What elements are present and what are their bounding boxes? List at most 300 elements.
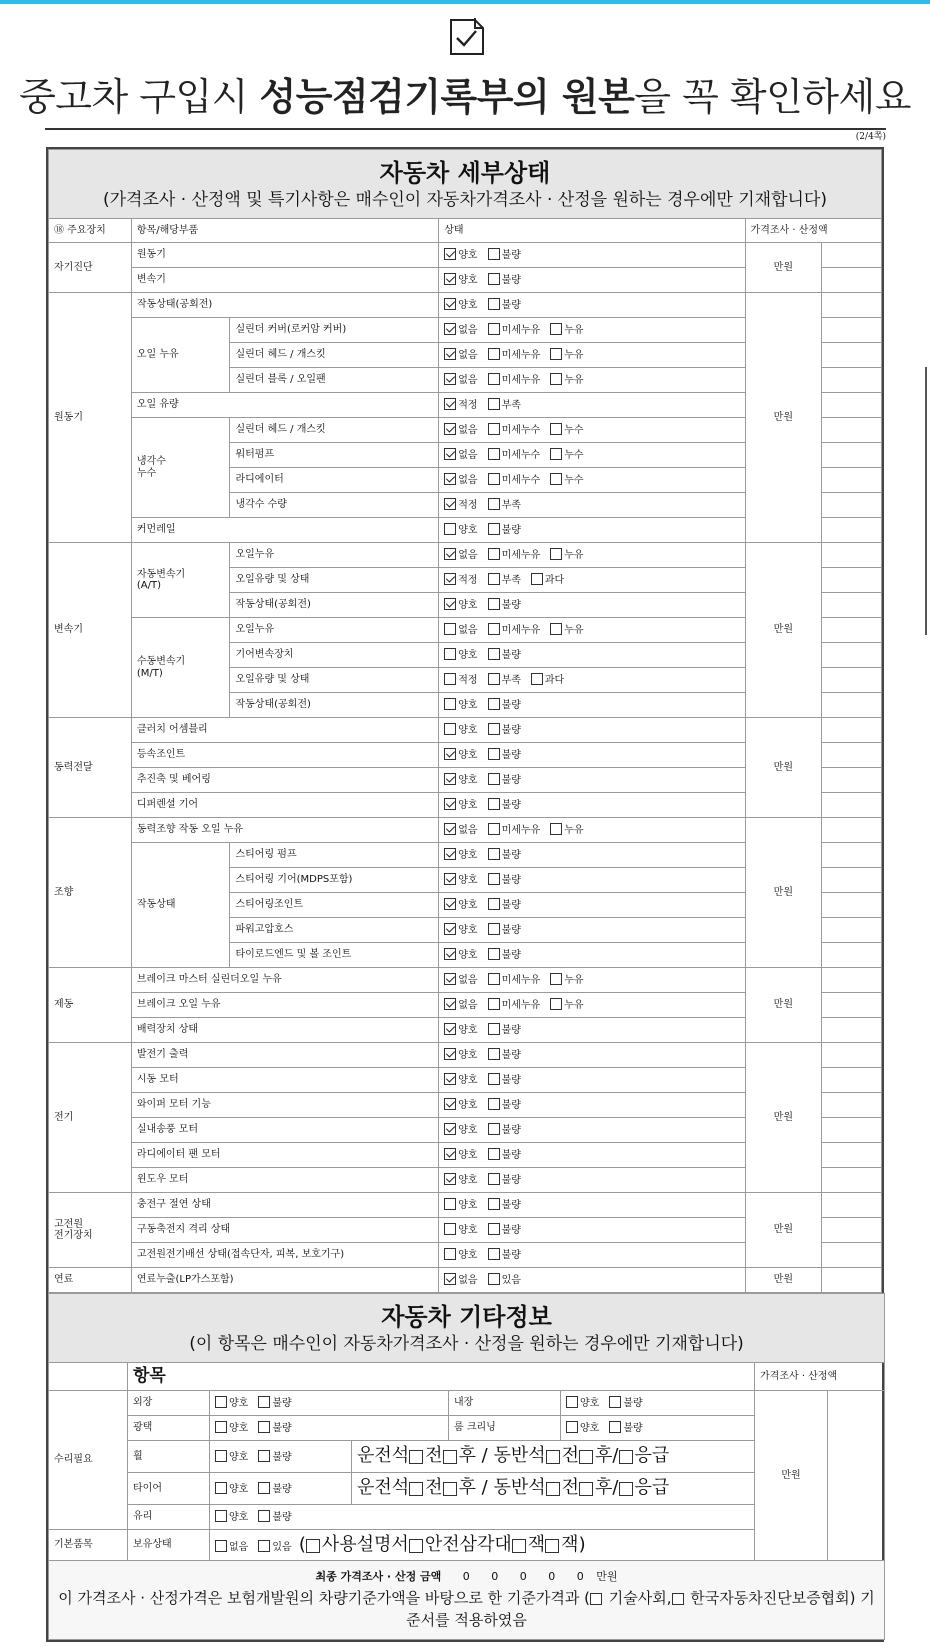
subgroup-auto-transmission: 자동변속기 (A/T): [131, 543, 230, 618]
status-cell: 없음 미세누유 누유: [439, 993, 745, 1018]
checkbox[interactable]: [444, 648, 456, 660]
subgroup-steering-operation: 작동상태: [131, 843, 230, 968]
checkbox[interactable]: [488, 673, 500, 685]
checkbox[interactable]: [488, 623, 500, 635]
checkbox[interactable]: [550, 423, 562, 435]
status-cell: 없음 미세누수 누수: [439, 418, 745, 443]
price-cell[interactable]: [822, 743, 882, 768]
checkbox[interactable]: [488, 1023, 500, 1035]
checkbox[interactable]: [550, 548, 562, 560]
side-margin-line: [925, 367, 927, 635]
other-column-header: [49, 1363, 885, 1391]
checkbox[interactable]: [306, 1539, 320, 1553]
item-label: 충전구 절연 상태: [131, 1193, 438, 1218]
checkbox[interactable]: [488, 423, 500, 435]
item-label: 타이어: [128, 1473, 210, 1505]
detail-title: 자동차 세부상태: [379, 159, 551, 187]
checkbox[interactable]: [215, 1510, 227, 1522]
checkbox[interactable]: [550, 373, 562, 385]
item-label: 구동축전지 격리 상태: [131, 1218, 438, 1243]
price-cell[interactable]: [822, 518, 882, 543]
checkbox-checked[interactable]: [444, 1048, 456, 1060]
checkbox-checked[interactable]: [444, 1173, 456, 1185]
group-power-transfer: 동력전달: [49, 718, 132, 818]
price-cell[interactable]: [822, 543, 882, 568]
item-label: 실내송풍 모터: [131, 1118, 438, 1143]
status-cell: 적정 부족 과다: [439, 668, 745, 693]
checkbox-checked[interactable]: [444, 598, 456, 610]
item-label: 실린더 헤드 / 개스킷: [230, 343, 439, 368]
checkbox[interactable]: [550, 623, 562, 635]
checkbox[interactable]: [488, 748, 500, 760]
checkbox[interactable]: [672, 1593, 684, 1605]
top-accent-bar: [0, 0, 930, 4]
price-cell[interactable]: [822, 1143, 882, 1168]
checkbox[interactable]: [488, 1273, 500, 1285]
checkbox-checked[interactable]: [444, 998, 456, 1010]
price-cell[interactable]: [822, 443, 882, 468]
checkbox[interactable]: [488, 548, 500, 560]
price-cell[interactable]: [822, 868, 882, 893]
item-label: 작동상태(공회전): [131, 293, 438, 318]
status-cell: 양호 불량: [210, 1473, 352, 1505]
checkbox[interactable]: [258, 1482, 270, 1494]
status-cell: 없음 미세누유 누유: [439, 968, 745, 993]
price-unit: 만원: [745, 543, 822, 718]
group-engine: 원동기: [49, 293, 132, 543]
price-cell[interactable]: [822, 768, 882, 793]
checkbox[interactable]: [488, 1198, 500, 1210]
item-label: 라디에이터: [230, 468, 439, 493]
status-cell: 양호 불량: [439, 943, 745, 968]
checkbox[interactable]: [215, 1540, 227, 1552]
checkbox[interactable]: [409, 1450, 423, 1464]
price-unit: 만원: [745, 968, 822, 1043]
checkbox[interactable]: [550, 323, 562, 335]
status-cell: 양호 불량: [439, 693, 745, 718]
checkbox[interactable]: [619, 1450, 633, 1464]
status-cell: 양호 불량: [439, 768, 745, 793]
price-unit: 만원: [745, 1193, 822, 1268]
price-unit: 만원: [745, 1043, 822, 1193]
checkbox[interactable]: [488, 973, 500, 985]
checkbox[interactable]: [488, 1098, 500, 1110]
checkbox[interactable]: [488, 473, 500, 485]
checkbox-checked[interactable]: [444, 498, 456, 510]
checkbox-checked[interactable]: [444, 423, 456, 435]
checkbox[interactable]: [579, 1450, 593, 1464]
headline-rule: [45, 128, 886, 130]
checkbox[interactable]: [258, 1510, 270, 1522]
price-cell[interactable]: [822, 393, 882, 418]
checkbox[interactable]: [215, 1421, 227, 1433]
checkbox-checked[interactable]: [444, 548, 456, 560]
group-high-voltage: 고전원 전기장치: [49, 1193, 132, 1268]
checkbox-checked[interactable]: [444, 298, 456, 310]
price-cell[interactable]: [822, 268, 882, 293]
checkbox-checked[interactable]: [444, 1148, 456, 1160]
status-cell: 양호 불량: [439, 1143, 745, 1168]
checkbox[interactable]: [619, 1482, 633, 1496]
price-cell[interactable]: [822, 293, 882, 318]
price-cell[interactable]: [822, 793, 882, 818]
price-unit: 만원: [745, 243, 822, 293]
checkbox[interactable]: [488, 798, 500, 810]
status-cell: 양호 불량: [210, 1391, 449, 1416]
item-header: 항목: [128, 1363, 755, 1391]
status-cell: 양호 불량: [439, 1118, 745, 1143]
item-label: 커먼레일: [131, 518, 438, 543]
item-label: 발전기 출력: [131, 1043, 438, 1068]
status-cell: 양호 불량: [561, 1416, 755, 1441]
price-cell[interactable]: [822, 368, 882, 393]
price-cell[interactable]: [822, 643, 882, 668]
checkbox[interactable]: [488, 998, 500, 1010]
status-cell: 양호 불량: [439, 1068, 745, 1093]
final-amount-line: [53, 1567, 880, 1587]
checkbox-checked[interactable]: [444, 1098, 456, 1110]
price-cell[interactable]: [822, 993, 882, 1018]
status-cell: 양호 불량: [439, 1193, 745, 1218]
price-cell[interactable]: [822, 968, 882, 993]
checkbox[interactable]: [488, 448, 500, 460]
checkbox[interactable]: [488, 773, 500, 785]
checkbox[interactable]: [488, 923, 500, 935]
item-label: 실린더 블록 / 오일팬: [230, 368, 439, 393]
status-cell: 적정 부족: [439, 393, 745, 418]
other-title: 자동차 기타정보: [381, 1303, 552, 1331]
checkbox-checked[interactable]: [444, 348, 456, 360]
checkbox[interactable]: [409, 1482, 423, 1496]
item-label: 윈도우 모터: [131, 1168, 438, 1193]
group-transmission: 변속기: [49, 543, 132, 718]
checkbox[interactable]: [550, 823, 562, 835]
other-section-header: [49, 1294, 885, 1363]
checkbox[interactable]: [488, 498, 500, 510]
checkbox[interactable]: [545, 1539, 559, 1553]
checkbox[interactable]: [258, 1540, 270, 1552]
group-repair-needed: 수리필요: [49, 1391, 128, 1530]
page-number: (2/4쪽): [855, 132, 886, 142]
checkbox[interactable]: [488, 823, 500, 835]
checkbox-checked[interactable]: [444, 573, 456, 585]
status-cell: 양호 불량: [439, 518, 745, 543]
checkbox[interactable]: [215, 1396, 227, 1408]
checkbox-checked[interactable]: [444, 798, 456, 810]
checkbox-checked[interactable]: [444, 823, 456, 835]
table-row: [49, 1043, 882, 1068]
checkbox-checked[interactable]: [444, 873, 456, 885]
checkbox[interactable]: [488, 348, 500, 360]
checkbox[interactable]: [444, 723, 456, 735]
status-cell: 양호 불량: [439, 743, 745, 768]
checkbox[interactable]: [488, 573, 500, 585]
checkbox[interactable]: [609, 1421, 621, 1433]
detail-subtitle: (가격조사 · 산정액 및 특기사항은 매수인이 자동차가격조사 · 산정을 원하는 경우에만 기재합니다): [103, 190, 827, 210]
price-cell[interactable]: [822, 1268, 882, 1293]
item-label: 기어변속장치: [230, 643, 439, 668]
other-info-table: [48, 1293, 885, 1640]
item-label: 스티어링 펌프: [230, 843, 439, 868]
checkbox[interactable]: [488, 273, 500, 285]
group-brake: 제동: [49, 968, 132, 1043]
price-unit: 만원: [755, 1391, 828, 1561]
price-cell[interactable]: [822, 418, 882, 443]
checkbox[interactable]: [444, 623, 456, 635]
price-cell[interactable]: [822, 1018, 882, 1043]
other-subtitle: (이 항목은 매수인이 자동차가격조사 · 산정을 원하는 경우에만 기재합니다): [189, 1334, 744, 1354]
status-cell: 양호 불량: [439, 643, 745, 668]
checklist-document-icon: [447, 14, 487, 58]
subgroup-oil-leak: 오일 누유: [131, 318, 230, 393]
checkbox[interactable]: [546, 1450, 560, 1464]
checkbox[interactable]: [579, 1482, 593, 1496]
status-cell: 양호 불량: [439, 268, 745, 293]
checkbox[interactable]: [443, 1450, 457, 1464]
price-cell[interactable]: [822, 818, 882, 843]
checkbox[interactable]: [566, 1421, 578, 1433]
group-electric: 전기: [49, 1043, 132, 1193]
checkbox[interactable]: [488, 723, 500, 735]
checkbox[interactable]: [488, 1123, 500, 1135]
checkbox[interactable]: [258, 1396, 270, 1408]
price-cell[interactable]: [822, 843, 882, 868]
price-cell[interactable]: [822, 1118, 882, 1143]
checkbox[interactable]: [488, 873, 500, 885]
price-cell[interactable]: [822, 243, 882, 268]
inspection-sheet: [46, 147, 884, 1642]
item-label: 외장: [128, 1391, 210, 1416]
item-label: 디퍼렌셜 기어: [131, 793, 438, 818]
checkbox[interactable]: [488, 698, 500, 710]
status-cell: 적정 부족: [439, 493, 745, 518]
item-label: 브레이크 마스터 실린더오일 누유: [131, 968, 438, 993]
price-cell[interactable]: [822, 1043, 882, 1068]
checkbox[interactable]: [609, 1396, 621, 1408]
checkbox[interactable]: [566, 1396, 578, 1408]
checkbox[interactable]: [488, 298, 500, 310]
status-cell: 양호 불량: [439, 868, 745, 893]
checkbox[interactable]: [550, 473, 562, 485]
header-item: 항목/해당부품: [131, 219, 438, 243]
checkbox-checked[interactable]: [444, 448, 456, 460]
checkbox[interactable]: [258, 1421, 270, 1433]
checkbox[interactable]: [488, 398, 500, 410]
checkbox[interactable]: [444, 673, 456, 685]
subgroup-manual-transmission: 수동변속기 (M/T): [131, 618, 230, 718]
checkbox[interactable]: [488, 1148, 500, 1160]
status-cell: 양호 불량: [439, 718, 745, 743]
checkbox-checked[interactable]: [444, 473, 456, 485]
price-unit: 만원: [745, 818, 822, 968]
price-cell[interactable]: [822, 318, 882, 343]
checkbox[interactable]: [215, 1482, 227, 1494]
price-cell[interactable]: [828, 1391, 885, 1561]
checkbox-checked[interactable]: [444, 923, 456, 935]
checkbox-checked[interactable]: [444, 273, 456, 285]
item-label: 룸 크리닝: [449, 1416, 561, 1441]
checkbox[interactable]: [488, 323, 500, 335]
status-cell: 양호 불량: [439, 1243, 745, 1268]
checkbox[interactable]: [550, 973, 562, 985]
price-cell[interactable]: [822, 568, 882, 593]
status-cell: 양호 불량: [439, 593, 745, 618]
status-cell: 양호 불량: [210, 1441, 352, 1473]
checkbox[interactable]: [488, 848, 500, 860]
checkbox-checked[interactable]: [444, 948, 456, 960]
item-label: 오일유량 및 상태: [230, 568, 439, 593]
checkbox[interactable]: [488, 1073, 500, 1085]
checkbox[interactable]: [512, 1539, 526, 1553]
item-label: 클러치 어셈블리: [131, 718, 438, 743]
item-label: 보유상태: [128, 1530, 210, 1561]
item-label: 파워고압호스: [230, 918, 439, 943]
price-cell[interactable]: [822, 693, 882, 718]
checkbox[interactable]: [444, 698, 456, 710]
price-cell[interactable]: [822, 943, 882, 968]
checkbox[interactable]: [550, 998, 562, 1010]
item-label: 등속조인트: [131, 743, 438, 768]
item-label: 고전원전기배선 상태(접속단자, 피복, 보호기구): [131, 1243, 438, 1268]
item-label: 추진축 및 베어링: [131, 768, 438, 793]
checkbox[interactable]: [488, 1173, 500, 1185]
item-label: 스티어링조인트: [230, 893, 439, 918]
checkbox[interactable]: [444, 1198, 456, 1210]
checkbox[interactable]: [215, 1450, 227, 1462]
status-cell: 양호 불량: [439, 793, 745, 818]
checkbox[interactable]: [488, 1223, 500, 1235]
checkbox-checked[interactable]: [444, 373, 456, 385]
item-label: 오일누유: [230, 618, 439, 643]
checkbox[interactable]: [531, 673, 543, 685]
price-cell[interactable]: [822, 1093, 882, 1118]
status-cell: 적정 부족 과다: [439, 568, 745, 593]
item-label: 라디에이터 팬 모터: [131, 1143, 438, 1168]
price-cell[interactable]: [822, 618, 882, 643]
checkbox[interactable]: [444, 523, 456, 535]
final-amount-digits[interactable]: 0 0 0 0 0: [462, 1570, 593, 1583]
price-cell[interactable]: [822, 718, 882, 743]
checkbox-checked[interactable]: [444, 248, 456, 260]
header-price: 가격조사 · 산정액: [745, 219, 881, 243]
price-cell[interactable]: [822, 468, 882, 493]
checkbox-checked[interactable]: [444, 848, 456, 860]
price-cell[interactable]: [822, 1218, 882, 1243]
status-cell: 양호 불량: [439, 1218, 745, 1243]
price-cell[interactable]: [822, 1068, 882, 1093]
checkbox[interactable]: [488, 948, 500, 960]
item-label: 배력장치 상태: [131, 1018, 438, 1043]
status-cell: 없음 미세누유 누유: [439, 818, 745, 843]
item-label: 유리: [128, 1505, 210, 1530]
item-label: 냉각수 수량: [230, 493, 439, 518]
checkbox-checked[interactable]: [444, 773, 456, 785]
price-cell[interactable]: [822, 1243, 882, 1268]
status-cell: 양호 불량: [439, 1043, 745, 1068]
checkbox[interactable]: [550, 448, 562, 460]
checkbox[interactable]: [488, 648, 500, 660]
price-cell[interactable]: [822, 1168, 882, 1193]
final-note: 이 가격조사 · 산정가격은 보험개발원의 차량기준가액을 바탕으로 한 기준가격과 ( 기술사회, 한국자동차진단보증협회) 기준서를 적용하였음: [58, 1589, 875, 1629]
price-cell[interactable]: [822, 343, 882, 368]
group-fuel: 연료: [49, 1268, 132, 1293]
price-cell[interactable]: [822, 893, 882, 918]
checkbox[interactable]: [488, 373, 500, 385]
status-cell: 양호 불량: [439, 918, 745, 943]
price-cell[interactable]: [822, 593, 882, 618]
checkbox[interactable]: [550, 348, 562, 360]
status-cell: 없음 있음: [439, 1268, 745, 1293]
item-label: 광택: [128, 1416, 210, 1441]
checkbox[interactable]: [444, 1223, 456, 1235]
checkbox[interactable]: [488, 248, 500, 260]
checkbox-checked[interactable]: [444, 1023, 456, 1035]
item-label: 동력조향 작동 오일 누유: [131, 818, 438, 843]
headline: 중고차 구입시 성능점검기록부의 원본을 꼭 확인하세요: [19, 75, 911, 119]
status-cell: 없음 미세누수 누수: [439, 468, 745, 493]
checkbox[interactable]: [546, 1482, 560, 1496]
item-label: 스티어링 기어(MDPS포함): [230, 868, 439, 893]
checkbox[interactable]: [488, 898, 500, 910]
checkbox-checked[interactable]: [444, 323, 456, 335]
checkbox-checked[interactable]: [444, 1273, 456, 1285]
checkbox[interactable]: [409, 1539, 423, 1553]
checkbox-checked[interactable]: [444, 398, 456, 410]
price-cell[interactable]: [822, 493, 882, 518]
checkbox-checked[interactable]: [444, 1123, 456, 1135]
header-status: 상태: [439, 219, 745, 243]
status-cell: 양호 불량: [439, 1018, 745, 1043]
basic-items-options: 없음 있음 ( 사용설명서 안전삼각대 잭 잭): [210, 1530, 755, 1561]
group-self-diagnosis: 자기진단: [49, 243, 132, 293]
status-cell: 양호 불량: [439, 1093, 745, 1118]
checkbox-checked[interactable]: [444, 748, 456, 760]
status-cell: 양호 불량: [439, 1168, 745, 1193]
item-label: 연료누출(LP가스포함): [131, 1268, 438, 1293]
table-row: [49, 543, 882, 568]
price-cell[interactable]: [822, 668, 882, 693]
detail-section-header: [49, 150, 882, 219]
price-cell[interactable]: [822, 918, 882, 943]
checkbox-checked[interactable]: [444, 973, 456, 985]
item-label: 변속기: [131, 268, 438, 293]
table-row: [49, 1268, 882, 1293]
item-label: 워터펌프: [230, 443, 439, 468]
checkbox[interactable]: [488, 1248, 500, 1260]
checkbox[interactable]: [590, 1593, 602, 1605]
checkbox[interactable]: [488, 1048, 500, 1060]
checkbox[interactable]: [488, 523, 500, 535]
item-label: 작동상태(공회전): [230, 693, 439, 718]
item-label: 와이퍼 모터 기능: [131, 1093, 438, 1118]
status-cell: 없음 미세누수 누수: [439, 443, 745, 468]
checkbox[interactable]: [444, 1248, 456, 1260]
checkbox[interactable]: [488, 598, 500, 610]
status-cell: 양호 불량: [561, 1391, 755, 1416]
group-steering: 조향: [49, 818, 132, 968]
checkbox[interactable]: [443, 1482, 457, 1496]
checkbox-checked[interactable]: [444, 898, 456, 910]
status-cell: 없음 미세누유 누유: [439, 368, 745, 393]
status-cell: 없음 미세누유 누유: [439, 318, 745, 343]
price-cell[interactable]: [822, 1193, 882, 1218]
checkbox[interactable]: [258, 1450, 270, 1462]
final-price-row: [49, 1561, 885, 1640]
checkbox[interactable]: [531, 573, 543, 585]
status-cell: 양호 불량: [210, 1416, 449, 1441]
item-label: 브레이크 오일 누유: [131, 993, 438, 1018]
checkbox-checked[interactable]: [444, 1073, 456, 1085]
